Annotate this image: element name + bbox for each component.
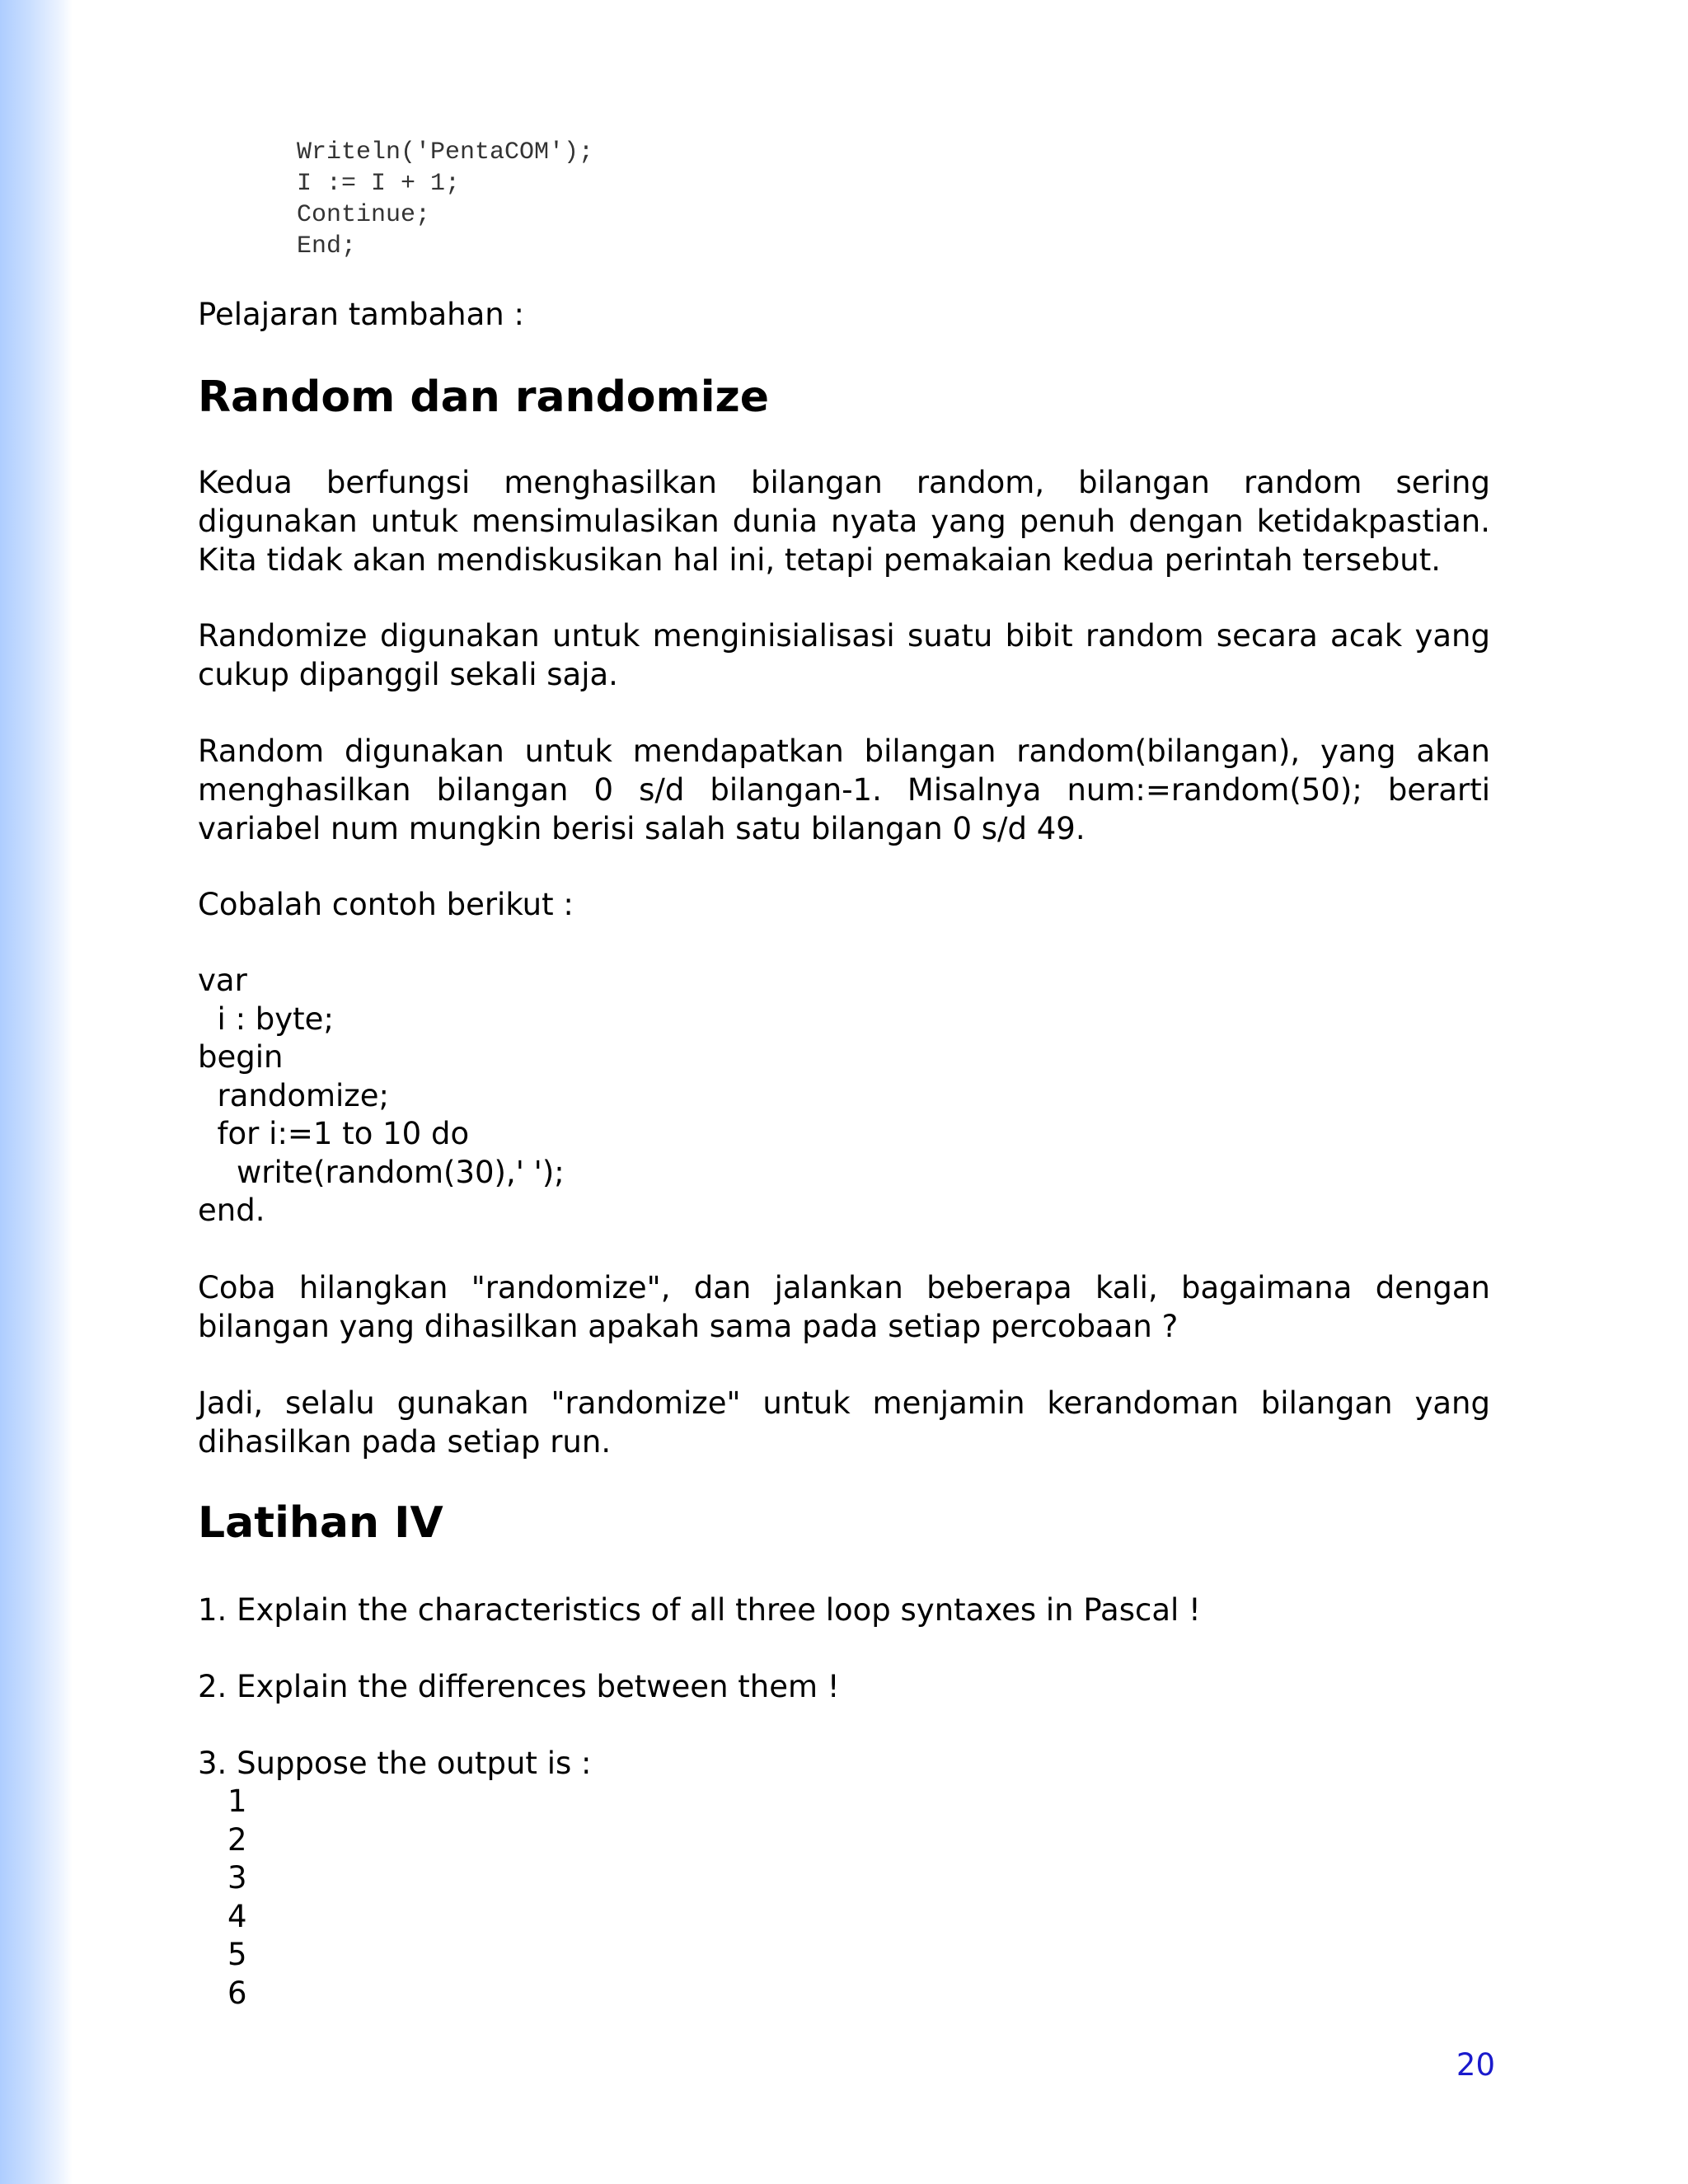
paragraph-conclusion: Jadi, selalu gunakan "randomize" untuk menjamin kerandoman bilangan yang dihasilkan pada setiap run. xyxy=(198,1385,1490,1460)
extra-lesson-label: Pelajaran tambahan : xyxy=(198,297,524,332)
decorative-side-bar xyxy=(0,0,73,2184)
paragraph-randomize: Randomize digunakan untuk menginisialisasi suatu bibit random secara acak yang cukup dipanggil sekali saja. xyxy=(198,618,1490,692)
paragraph-random-intro: Kedua berfungsi menghasilkan bilangan random, bilangan random sering digunakan untuk mensimulasikan dunia nyata yang penuh dengan ketidakpastian. Kita tidak akan mendiskusikan hal ini, tetapi pemakaian kedua perintah tersebut. xyxy=(198,465,1490,578)
page-number: 20 xyxy=(1456,2047,1495,2083)
heading-exercise: Latihan IV xyxy=(198,1498,443,1548)
exercise-question-3: 3. Suppose the output is : xyxy=(198,1746,592,1781)
output-line: 5 xyxy=(227,1937,247,1972)
example-code: var i : byte; begin randomize; for i:=1 to 10 do write(random(30),' '); end. xyxy=(198,963,565,1228)
heading-random-randomize: Random dan randomize xyxy=(198,373,770,422)
paragraph-remove-randomize: Coba hilangkan "randomize", dan jalankan beberapa kali, bagaimana dengan bilangan yang dihasilkan apakah sama pada setiap percobaan ? xyxy=(198,1270,1490,1344)
output-line: 6 xyxy=(227,1975,247,2011)
exercise-question-2: 2. Explain the differences between them ! xyxy=(198,1669,840,1704)
paragraph-random: Random digunakan untuk mendapatkan bilangan random(bilangan), yang akan menghasilkan bilangan 0 s/d bilangan-1. Misalnya num:=random(50); berarti variabel num mungkin berisi salah satu bilangan 0 s/d 49. xyxy=(198,733,1490,846)
output-line: 3 xyxy=(227,1860,247,1896)
output-line: 4 xyxy=(227,1898,247,1934)
output-line: 1 xyxy=(227,1783,247,1819)
code-snippet-top: Writeln('PentaCOM'); I := I + 1; Continue; End; xyxy=(297,138,594,260)
output-list xyxy=(227,1783,1520,2013)
output-line: 2 xyxy=(227,1821,247,1858)
exercise-question-1: 1. Explain the characteristics of all three loop syntaxes in Pascal ! xyxy=(198,1592,1201,1628)
try-example-label: Cobalah contoh berikut : xyxy=(198,887,574,922)
